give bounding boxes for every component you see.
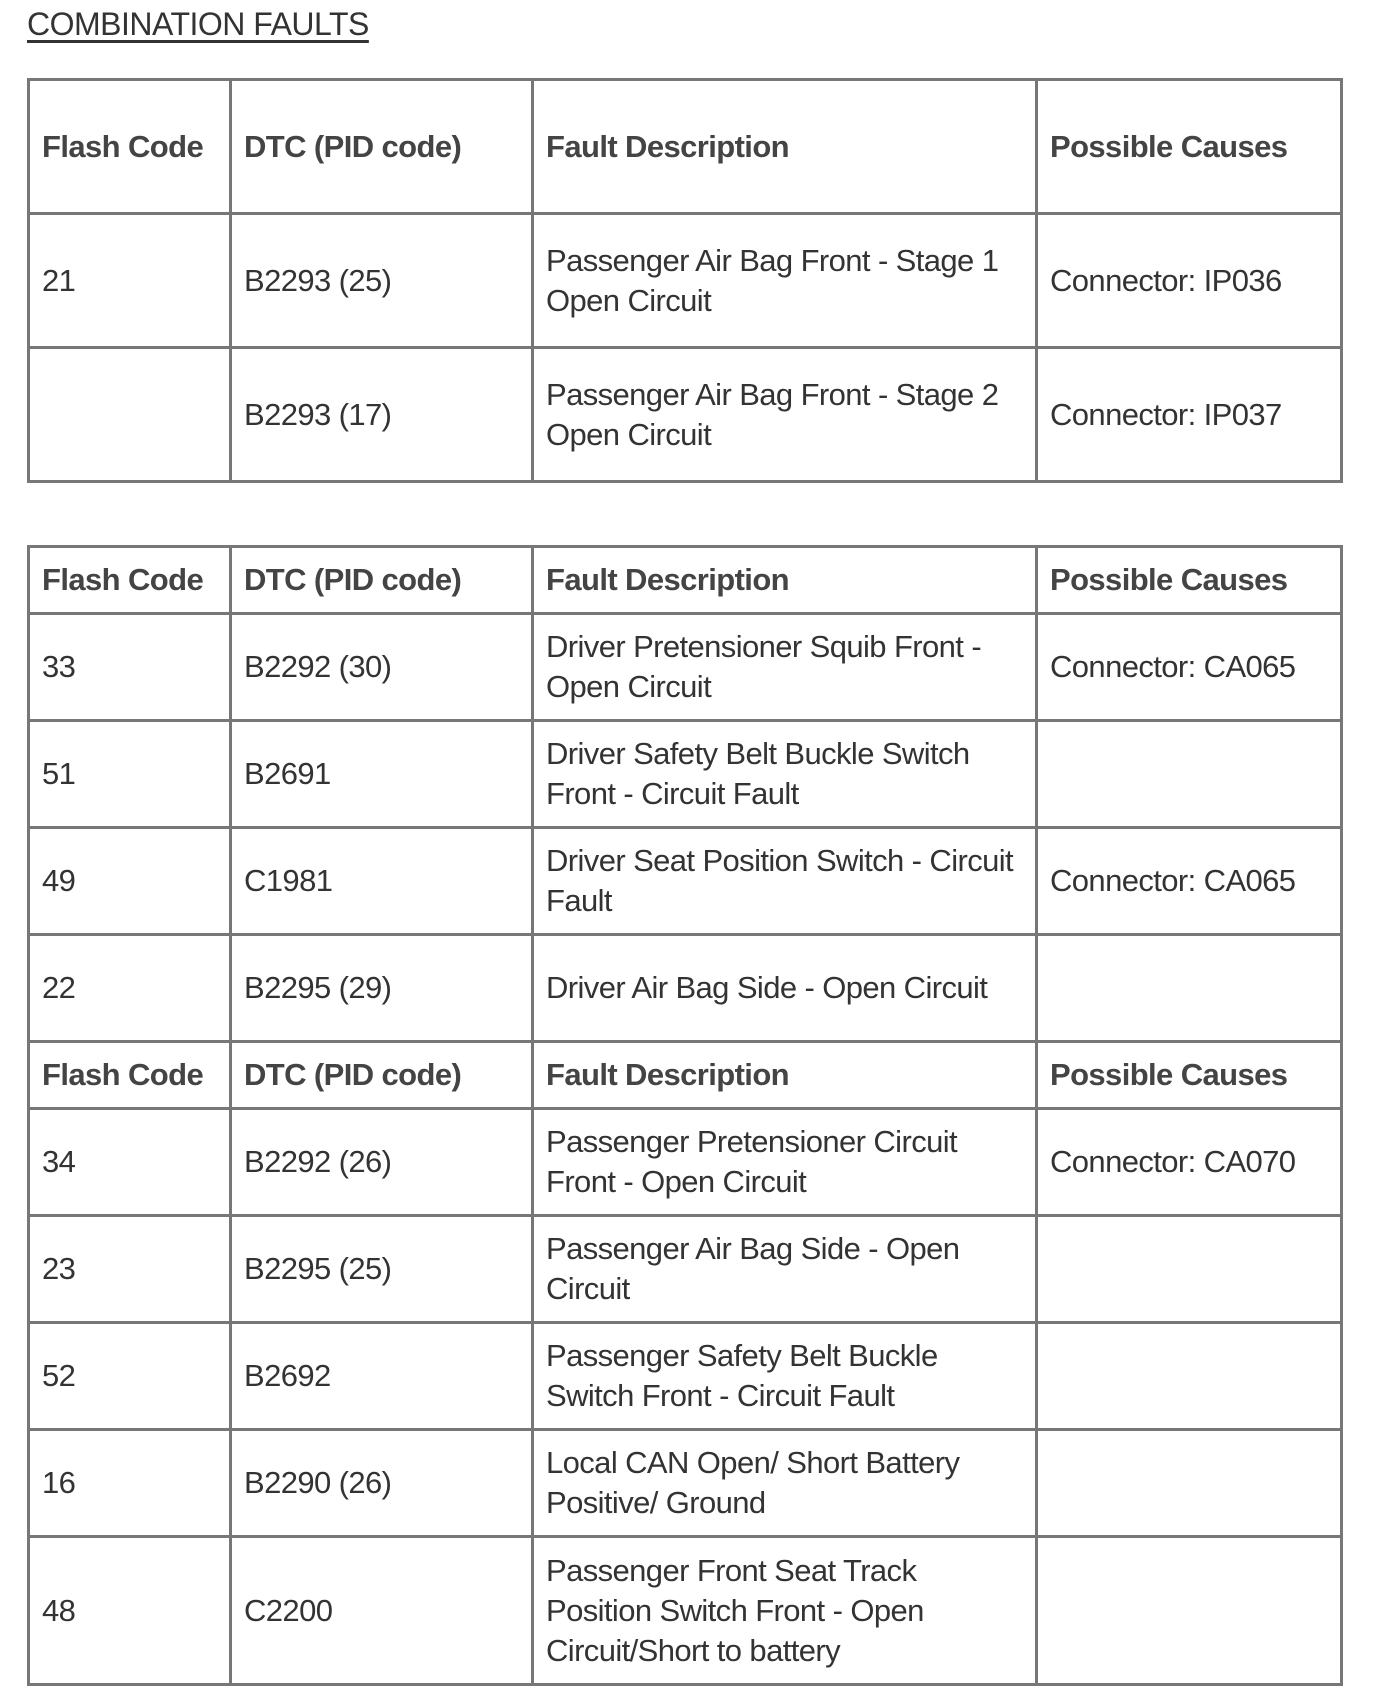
cell-dtc: C1981 — [231, 828, 533, 935]
header-possible-causes: Possible Causes — [1037, 1042, 1342, 1109]
cell-possible-causes — [1037, 1430, 1342, 1537]
table-row — [29, 828, 1342, 935]
table-header-row — [29, 547, 1342, 614]
table-header-row — [29, 80, 1342, 214]
header-dtc: DTC (PID code) — [231, 80, 533, 214]
cell-possible-causes: Connector: CA065 — [1037, 828, 1342, 935]
fault-table-stage — [27, 78, 1343, 483]
header-fault-description: Fault Description — [533, 547, 1037, 614]
header-dtc: DTC (PID code) — [231, 547, 533, 614]
cell-fault-description: Driver Seat Position Switch - Circuit Fault — [533, 828, 1037, 935]
cell-flash-code: 22 — [29, 935, 231, 1042]
table-row — [29, 348, 1342, 482]
table-row — [29, 1323, 1342, 1430]
cell-possible-causes — [1037, 935, 1342, 1042]
table-row — [29, 614, 1342, 721]
cell-flash-code: 49 — [29, 828, 231, 935]
cell-dtc: B2295 (25) — [231, 1216, 533, 1323]
table-row — [29, 935, 1342, 1042]
cell-fault-description: Driver Safety Belt Buckle Switch Front - Circuit Fault — [533, 721, 1037, 828]
cell-flash-code: 52 — [29, 1323, 231, 1430]
cell-dtc: C2200 — [231, 1537, 533, 1685]
fault-table-body — [29, 547, 1342, 1685]
header-dtc: DTC (PID code) — [231, 1042, 533, 1109]
table-header-row — [29, 1042, 1342, 1109]
cell-fault-description: Local CAN Open/ Short Battery Positive/ Ground — [533, 1430, 1037, 1537]
table-row — [29, 1109, 1342, 1216]
header-flash-code: Flash Code — [29, 1042, 231, 1109]
cell-fault-description: Passenger Safety Belt Buckle Switch Front - Circuit Fault — [533, 1323, 1037, 1430]
cell-fault-description: Driver Pretensioner Squib Front - Open Circuit — [533, 614, 1037, 721]
document-title: COMBINATION FAULTS — [27, 6, 369, 42]
cell-flash-code: 16 — [29, 1430, 231, 1537]
header-fault-description: Fault Description — [533, 1042, 1037, 1109]
header-possible-causes: Possible Causes — [1037, 547, 1342, 614]
cell-fault-description: Passenger Air Bag Front - Stage 2 Open Circuit — [533, 348, 1037, 482]
table-row — [29, 1430, 1342, 1537]
table-row — [29, 1216, 1342, 1323]
cell-dtc: B2292 (30) — [231, 614, 533, 721]
cell-dtc: B2692 — [231, 1323, 533, 1430]
cell-fault-description: Passenger Front Seat Track Position Switch Front - Open Circuit/Short to battery — [533, 1537, 1037, 1685]
cell-fault-description: Passenger Air Bag Front - Stage 1 Open Circuit — [533, 214, 1037, 348]
cell-flash-code: 34 — [29, 1109, 231, 1216]
cell-possible-causes — [1037, 1323, 1342, 1430]
cell-dtc: B2295 (29) — [231, 935, 533, 1042]
cell-flash-code: 23 — [29, 1216, 231, 1323]
cell-dtc: B2292 (26) — [231, 1109, 533, 1216]
cell-possible-causes: Connector: IP037 — [1037, 348, 1342, 482]
cell-dtc: B2290 (26) — [231, 1430, 533, 1537]
cell-flash-code: 48 — [29, 1537, 231, 1685]
cell-fault-description: Passenger Air Bag Side - Open Circuit — [533, 1216, 1037, 1323]
cell-dtc: B2691 — [231, 721, 533, 828]
cell-fault-description: Driver Air Bag Side - Open Circuit — [533, 935, 1037, 1042]
table-row — [29, 214, 1342, 348]
fault-table-body — [29, 80, 1342, 482]
cell-possible-causes: Connector: CA070 — [1037, 1109, 1342, 1216]
table-row — [29, 721, 1342, 828]
cell-possible-causes: Connector: IP036 — [1037, 214, 1342, 348]
cell-flash-code: 33 — [29, 614, 231, 721]
cell-fault-description: Passenger Pretensioner Circuit Front - Open Circuit — [533, 1109, 1037, 1216]
header-flash-code: Flash Code — [29, 547, 231, 614]
header-flash-code: Flash Code — [29, 80, 231, 214]
cell-flash-code — [29, 348, 231, 482]
cell-possible-causes — [1037, 1537, 1342, 1685]
cell-possible-causes — [1037, 721, 1342, 828]
table-row — [29, 1537, 1342, 1685]
cell-possible-causes — [1037, 1216, 1342, 1323]
header-possible-causes: Possible Causes — [1037, 80, 1342, 214]
cell-dtc: B2293 (17) — [231, 348, 533, 482]
header-fault-description: Fault Description — [533, 80, 1037, 214]
cell-flash-code: 51 — [29, 721, 231, 828]
cell-possible-causes: Connector: CA065 — [1037, 614, 1342, 721]
cell-dtc: B2293 (25) — [231, 214, 533, 348]
cell-flash-code: 21 — [29, 214, 231, 348]
fault-table-driver-passenger — [27, 545, 1343, 1686]
